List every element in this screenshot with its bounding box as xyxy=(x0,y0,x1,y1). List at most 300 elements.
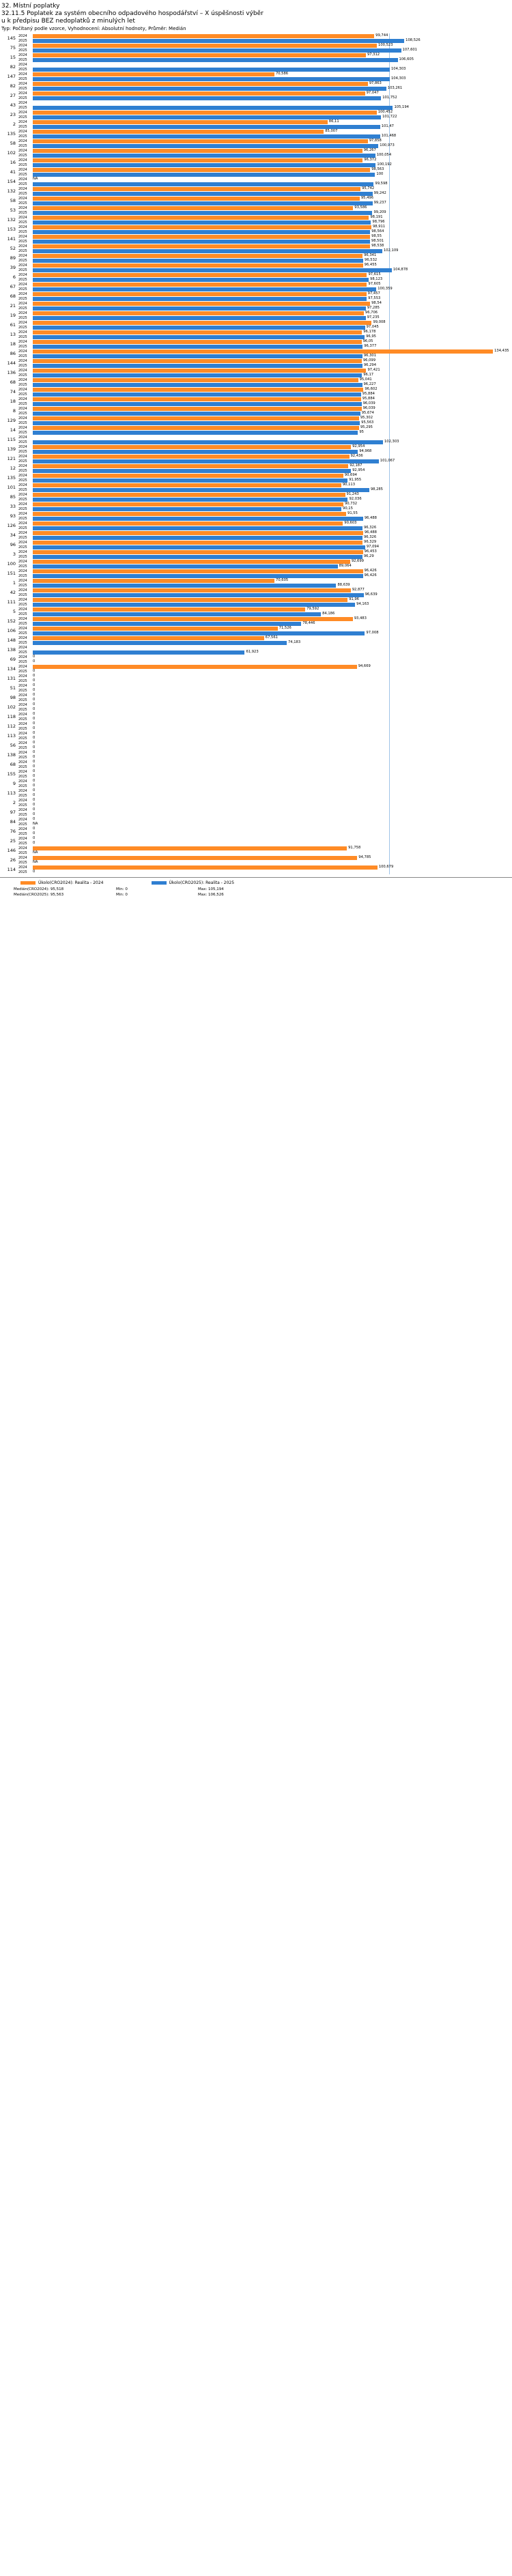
bar-line-2024 xyxy=(18,435,512,440)
bar-value-label: 97,863 xyxy=(369,81,382,85)
bar-2024[interactable] xyxy=(33,53,366,57)
bar-track xyxy=(33,798,512,803)
bar-group-row xyxy=(0,311,512,320)
bar-line-2025 xyxy=(18,621,512,626)
bar-2025[interactable] xyxy=(33,268,392,272)
bar-track xyxy=(33,397,512,401)
bar-line-2025 xyxy=(18,688,512,693)
bar-2024[interactable] xyxy=(33,665,357,669)
bar-pair xyxy=(18,473,512,483)
bar-2024[interactable] xyxy=(33,149,362,153)
category-label: 18 xyxy=(10,341,16,347)
bar-track xyxy=(33,229,512,234)
bar-year-label: 2025 xyxy=(18,449,27,454)
bar-2024[interactable] xyxy=(33,636,264,640)
bar-year-label: 2024 xyxy=(18,81,27,86)
bar-value-label: 97,605 xyxy=(368,281,381,286)
bar-year-label: 2024 xyxy=(18,473,27,478)
bar-line-2025 xyxy=(18,564,512,569)
bar-value-label: 96,267 xyxy=(363,147,376,152)
bar-2025[interactable] xyxy=(33,144,378,148)
bar-year-label: 2024 xyxy=(18,406,27,411)
bar-line-2025 xyxy=(18,650,512,655)
stats-min-2024: Min: 0 xyxy=(116,887,128,891)
bar-2024[interactable] xyxy=(33,349,493,354)
bar-2025[interactable] xyxy=(33,373,362,377)
bar-value-label: 96,326 xyxy=(364,525,377,530)
bar-2025[interactable] xyxy=(33,392,361,397)
category-label: 69 xyxy=(10,657,16,662)
bar-year-label: 2025 xyxy=(18,487,27,492)
category-label: 132 xyxy=(7,217,16,223)
bar-year-label: 2024 xyxy=(18,177,27,182)
bar-2025[interactable] xyxy=(33,220,371,225)
bar-2025[interactable] xyxy=(33,450,358,454)
bar-2025[interactable] xyxy=(33,555,362,559)
bar-track xyxy=(33,612,512,616)
bar-2024[interactable] xyxy=(33,273,367,277)
category-label: 68 xyxy=(10,294,16,299)
bar-2025[interactable] xyxy=(33,478,347,483)
bar-2025[interactable] xyxy=(33,631,365,635)
bar-track xyxy=(33,588,512,592)
bar-2025[interactable] xyxy=(33,87,386,91)
bar-year-label: 2024 xyxy=(18,798,27,803)
chart-title-line1: 32.11.5 Poplatek za systém obecního odpadového hospodářství – X úspěšnosti výběr xyxy=(1,10,264,17)
bar-2025[interactable] xyxy=(33,306,366,311)
bar-line-2024 xyxy=(18,635,512,640)
bar-value-label: 74,183 xyxy=(287,640,301,644)
bar-value-label: 92,954 xyxy=(352,444,365,448)
bar-line-2024 xyxy=(18,301,512,306)
bar-value-label: 0 xyxy=(33,702,35,706)
bar-line-2025 xyxy=(18,860,512,865)
bar-track xyxy=(33,721,512,726)
bar-track xyxy=(33,215,512,220)
bar-2025[interactable] xyxy=(33,259,363,263)
bar-track xyxy=(33,793,512,798)
bar-2024[interactable] xyxy=(33,139,368,143)
bar-track xyxy=(33,420,512,425)
bar-group-row xyxy=(0,731,512,741)
bar-2025[interactable] xyxy=(33,431,358,435)
bar-year-label: 2025 xyxy=(18,430,27,435)
bar-track xyxy=(33,91,512,96)
bar-2024[interactable] xyxy=(33,550,363,554)
bar-value-label: 101,067 xyxy=(380,458,395,463)
bar-2024[interactable] xyxy=(33,34,374,38)
bar-2025[interactable] xyxy=(33,488,369,492)
bar-value-label: 0 xyxy=(33,869,35,874)
bar-pair xyxy=(18,549,512,559)
bar-2024[interactable] xyxy=(33,512,346,516)
bar-2024[interactable] xyxy=(33,407,362,411)
bar-2024[interactable] xyxy=(33,283,367,287)
bar-year-label: 2024 xyxy=(18,263,27,268)
bar-2025[interactable] xyxy=(33,584,336,588)
bar-2025[interactable] xyxy=(33,154,375,158)
bar-2024[interactable] xyxy=(33,378,358,382)
category-label: 153 xyxy=(7,227,16,232)
bar-value-label: 91,758 xyxy=(348,845,361,850)
bar-2025[interactable] xyxy=(33,77,390,81)
category-label: 154 xyxy=(7,179,16,184)
bar-track xyxy=(33,205,512,210)
bar-value-label: 0 xyxy=(33,706,35,711)
bar-year-label: 2024 xyxy=(18,387,27,392)
bar-year-label: 2025 xyxy=(18,784,27,788)
bar-2025[interactable] xyxy=(33,96,381,100)
bar-2025[interactable] xyxy=(33,526,362,530)
bar-2025[interactable] xyxy=(33,650,244,655)
bar-2024[interactable] xyxy=(33,493,345,497)
bar-track xyxy=(33,860,512,865)
bar-2024[interactable] xyxy=(33,502,343,506)
bar-2025[interactable] xyxy=(33,230,370,234)
bar-2024[interactable] xyxy=(33,235,370,239)
bar-track xyxy=(33,320,512,325)
bar-2024[interactable] xyxy=(33,311,364,315)
bar-2025[interactable] xyxy=(33,402,362,406)
bar-2025[interactable] xyxy=(33,39,404,43)
bar-line-2025 xyxy=(18,315,512,320)
bar-pair xyxy=(18,425,512,435)
bar-2025[interactable] xyxy=(33,364,362,368)
bar-2024[interactable] xyxy=(33,330,362,334)
bar-2025[interactable] xyxy=(33,68,390,72)
bar-value-label: 103,261 xyxy=(387,85,403,90)
bar-value-label: 92,699 xyxy=(351,558,364,563)
bar-2024[interactable] xyxy=(33,464,348,468)
bar-year-label: 2025 xyxy=(18,602,27,607)
bar-year-label: 2025 xyxy=(18,124,27,129)
bar-track xyxy=(33,621,512,626)
bar-2024[interactable] xyxy=(33,321,371,325)
bar-line-2025 xyxy=(18,258,512,263)
bar-year-label: 2025 xyxy=(18,860,27,865)
bar-2024[interactable] xyxy=(33,359,362,363)
bar-2025[interactable] xyxy=(33,517,363,521)
bar-year-label: 2025 xyxy=(18,698,27,702)
category-label: 12 xyxy=(10,466,16,471)
bar-year-label: 2025 xyxy=(18,497,27,502)
bar-2024[interactable] xyxy=(33,483,341,487)
bar-2024[interactable] xyxy=(33,187,360,191)
bar-line-2025 xyxy=(18,468,512,473)
bar-year-label: 2024 xyxy=(18,215,27,220)
bar-track xyxy=(33,234,512,239)
bar-track xyxy=(33,831,512,836)
bar-2024[interactable] xyxy=(33,531,363,535)
bar-value-label: 94,968 xyxy=(359,448,372,453)
bar-line-2024 xyxy=(18,387,512,392)
bar-2025[interactable] xyxy=(33,440,383,444)
bar-year-label: 2024 xyxy=(18,43,27,48)
bar-track xyxy=(33,110,512,115)
bar-2025[interactable] xyxy=(33,249,382,253)
bar-2025[interactable] xyxy=(33,498,347,502)
category-label: 8 xyxy=(12,408,16,414)
bar-2025[interactable] xyxy=(33,287,376,291)
bar-2024[interactable] xyxy=(33,445,351,449)
bar-2025[interactable] xyxy=(33,201,373,205)
bar-2024[interactable] xyxy=(33,292,367,296)
bar-2024[interactable] xyxy=(33,225,371,229)
bar-line-2025 xyxy=(18,96,512,100)
bar-2024[interactable] xyxy=(33,302,370,306)
bar-2024[interactable] xyxy=(33,627,278,631)
bar-value-label: 96,294 xyxy=(363,362,376,367)
bar-2024[interactable] xyxy=(33,569,363,573)
bar-group-row xyxy=(0,626,512,635)
bar-2025[interactable] xyxy=(33,211,372,215)
bar-2024[interactable] xyxy=(33,388,363,392)
bar-year-label: 2025 xyxy=(18,134,27,139)
bar-value-label: 96,453 xyxy=(364,549,377,554)
bar-2024[interactable] xyxy=(33,91,365,96)
bar-track xyxy=(33,650,512,655)
bar-group-row xyxy=(0,559,512,569)
bar-year-label: 2024 xyxy=(18,72,27,76)
bar-2025[interactable] xyxy=(33,182,373,186)
bar-value-label: 98,191 xyxy=(370,214,383,219)
bar-line-2024 xyxy=(18,540,512,545)
category-label: 146 xyxy=(7,848,16,853)
bar-year-label: 2024 xyxy=(18,225,27,229)
bar-track xyxy=(33,573,512,578)
bar-value-label: 0 xyxy=(33,778,35,783)
bar-pair xyxy=(18,502,512,511)
bar-group-row xyxy=(0,674,512,683)
bar-2025[interactable] xyxy=(33,564,338,569)
bar-2025[interactable] xyxy=(33,163,375,167)
bar-group-row xyxy=(0,215,512,225)
bar-line-2025 xyxy=(18,698,512,702)
bar-value-label: 97,312 xyxy=(367,52,380,57)
bar-value-label: 95,295 xyxy=(360,425,373,429)
bar-pair xyxy=(18,368,512,377)
bar-2025[interactable] xyxy=(33,622,301,626)
bar-group-row xyxy=(0,177,512,186)
bar-line-2024 xyxy=(18,139,512,143)
bar-2024[interactable] xyxy=(33,588,351,592)
bar-2024[interactable] xyxy=(33,856,357,860)
bar-2025[interactable] xyxy=(33,459,379,463)
bar-2024[interactable] xyxy=(33,72,274,76)
bar-line-2024 xyxy=(18,483,512,487)
bar-group-row xyxy=(0,779,512,788)
bar-2025[interactable] xyxy=(33,354,362,358)
bar-2025[interactable] xyxy=(33,48,401,53)
bar-line-2025 xyxy=(18,784,512,788)
bar-line-2024 xyxy=(18,750,512,755)
bar-2024[interactable] xyxy=(33,579,274,583)
bar-2025[interactable] xyxy=(33,612,321,616)
bar-track xyxy=(33,683,512,688)
bar-line-2025 xyxy=(18,659,512,664)
bar-pair xyxy=(18,741,512,750)
bar-2025[interactable] xyxy=(33,641,287,645)
bar-year-label: 2025 xyxy=(18,420,27,425)
bar-track xyxy=(33,745,512,750)
bar-2024[interactable] xyxy=(33,244,370,248)
bar-line-2024 xyxy=(18,674,512,678)
category-label: 93 xyxy=(10,513,16,519)
bar-year-label: 2025 xyxy=(18,573,27,578)
bar-line-2025 xyxy=(18,497,512,502)
bar-2024[interactable] xyxy=(33,340,362,344)
bar-2024[interactable] xyxy=(33,607,305,612)
bar-line-2025 xyxy=(18,612,512,616)
bar-year-label: 2024 xyxy=(18,416,27,420)
bar-2025[interactable] xyxy=(33,58,398,62)
bar-value-label: 0 xyxy=(33,745,35,749)
report-section-title: 32. Místní poplatky xyxy=(1,3,60,10)
bar-2024[interactable] xyxy=(33,111,377,115)
bar-year-label: 2024 xyxy=(18,158,27,162)
bar-2025[interactable] xyxy=(33,278,369,282)
bar-track xyxy=(33,344,512,349)
bar-2024[interactable] xyxy=(33,455,350,459)
bar-2025[interactable] xyxy=(33,173,375,177)
bar-line-2024 xyxy=(18,827,512,831)
category-label: 136 xyxy=(7,370,16,375)
bar-2024[interactable] xyxy=(33,44,377,48)
bar-2024[interactable] xyxy=(33,598,347,602)
bar-line-2025 xyxy=(18,592,512,597)
bar-2025[interactable] xyxy=(33,316,366,320)
bar-2025[interactable] xyxy=(33,545,365,549)
bar-2025[interactable] xyxy=(33,326,365,330)
bar-2024[interactable] xyxy=(33,168,370,172)
bar-2024[interactable] xyxy=(33,130,324,134)
bar-value-label: 96,488 xyxy=(364,515,377,520)
bar-track xyxy=(33,220,512,225)
bar-2025[interactable] xyxy=(33,345,362,349)
bar-value-label: 0 xyxy=(33,788,35,792)
bar-year-label: 2024 xyxy=(18,311,27,315)
bar-2025[interactable] xyxy=(33,536,362,540)
bar-value-label: 96,326 xyxy=(364,534,377,539)
bar-value-label: 88,639 xyxy=(337,582,350,587)
bar-2024[interactable] xyxy=(33,216,369,220)
bar-pair xyxy=(18,693,512,702)
bar-track xyxy=(33,115,512,119)
bar-line-2025 xyxy=(18,229,512,234)
bar-track xyxy=(33,731,512,736)
bar-track xyxy=(33,315,512,320)
bar-year-label: 2024 xyxy=(18,827,27,831)
bar-2024[interactable] xyxy=(33,426,359,430)
bar-2024[interactable] xyxy=(33,474,343,478)
bar-track xyxy=(33,153,512,158)
bar-2025[interactable] xyxy=(33,383,362,387)
bar-group-row xyxy=(0,578,512,588)
bar-2025[interactable] xyxy=(33,469,351,473)
bar-group-row xyxy=(0,540,512,549)
bar-line-2025 xyxy=(18,583,512,588)
bar-2024[interactable] xyxy=(33,846,347,850)
bar-line-2024 xyxy=(18,43,512,48)
bar-2024[interactable] xyxy=(33,369,366,373)
bar-year-label: 2024 xyxy=(18,330,27,334)
bar-line-2025 xyxy=(18,124,512,129)
bar-2025[interactable] xyxy=(33,507,341,511)
bar-value-label: 0 xyxy=(33,740,35,745)
bar-2025[interactable] xyxy=(33,412,360,416)
bar-year-label: 2024 xyxy=(18,62,27,67)
bar-group-row xyxy=(0,129,512,139)
bar-group-row xyxy=(0,91,512,100)
bar-track xyxy=(33,81,512,86)
bar-2024[interactable] xyxy=(33,416,359,420)
bar-2024[interactable] xyxy=(33,397,361,401)
bar-track xyxy=(33,449,512,454)
bar-2024[interactable] xyxy=(33,197,360,201)
bar-2024[interactable] xyxy=(33,82,368,86)
bar-line-2024 xyxy=(18,425,512,430)
bar-track xyxy=(33,430,512,435)
bar-year-label: 2024 xyxy=(18,693,27,698)
bar-rows-container xyxy=(0,33,512,874)
bar-line-2025 xyxy=(18,373,512,377)
bar-line-2025 xyxy=(18,162,512,167)
bar-2025[interactable] xyxy=(33,421,360,425)
bar-value-label: 0 xyxy=(33,721,35,726)
bar-2024[interactable] xyxy=(33,254,362,258)
bar-line-2024 xyxy=(18,225,512,229)
bar-2024[interactable] xyxy=(33,206,353,210)
bar-year-label: 2024 xyxy=(18,492,27,497)
bar-track xyxy=(33,435,512,440)
bar-2025[interactable] xyxy=(33,593,364,597)
bar-year-label: 2025 xyxy=(18,755,27,760)
bar-2025[interactable] xyxy=(33,574,363,578)
bar-year-label: 2025 xyxy=(18,745,27,750)
bar-group-row xyxy=(0,225,512,234)
bar-2024[interactable] xyxy=(33,263,363,268)
bar-2024[interactable] xyxy=(33,541,362,545)
bar-line-2024 xyxy=(18,311,512,315)
bar-track xyxy=(33,463,512,468)
bar-2025[interactable] xyxy=(33,240,370,244)
bar-track xyxy=(33,330,512,334)
bar-2024[interactable] xyxy=(33,521,343,526)
bar-track xyxy=(33,263,512,268)
bar-pair xyxy=(18,569,512,578)
bar-2025[interactable] xyxy=(33,134,380,139)
bar-pair xyxy=(18,148,512,158)
bar-value-label: 96,377 xyxy=(364,343,377,348)
bar-year-label: 2024 xyxy=(18,569,27,573)
bar-2025[interactable] xyxy=(33,106,393,110)
bar-pair xyxy=(18,846,512,855)
bar-track xyxy=(33,210,512,215)
bar-group-row xyxy=(0,320,512,330)
bar-value-label: 0 xyxy=(33,683,35,687)
bar-group-row xyxy=(0,473,512,483)
bar-2024[interactable] xyxy=(33,120,328,124)
bar-2025[interactable] xyxy=(33,335,365,339)
bar-2024[interactable] xyxy=(33,560,350,564)
bar-2025[interactable] xyxy=(33,192,373,196)
bar-track xyxy=(33,487,512,492)
bar-2024[interactable] xyxy=(33,158,362,162)
bar-2025[interactable] xyxy=(33,297,367,301)
bar-2024[interactable] xyxy=(33,865,378,870)
bar-value-label: 0 xyxy=(33,749,35,754)
bar-track xyxy=(33,301,512,306)
